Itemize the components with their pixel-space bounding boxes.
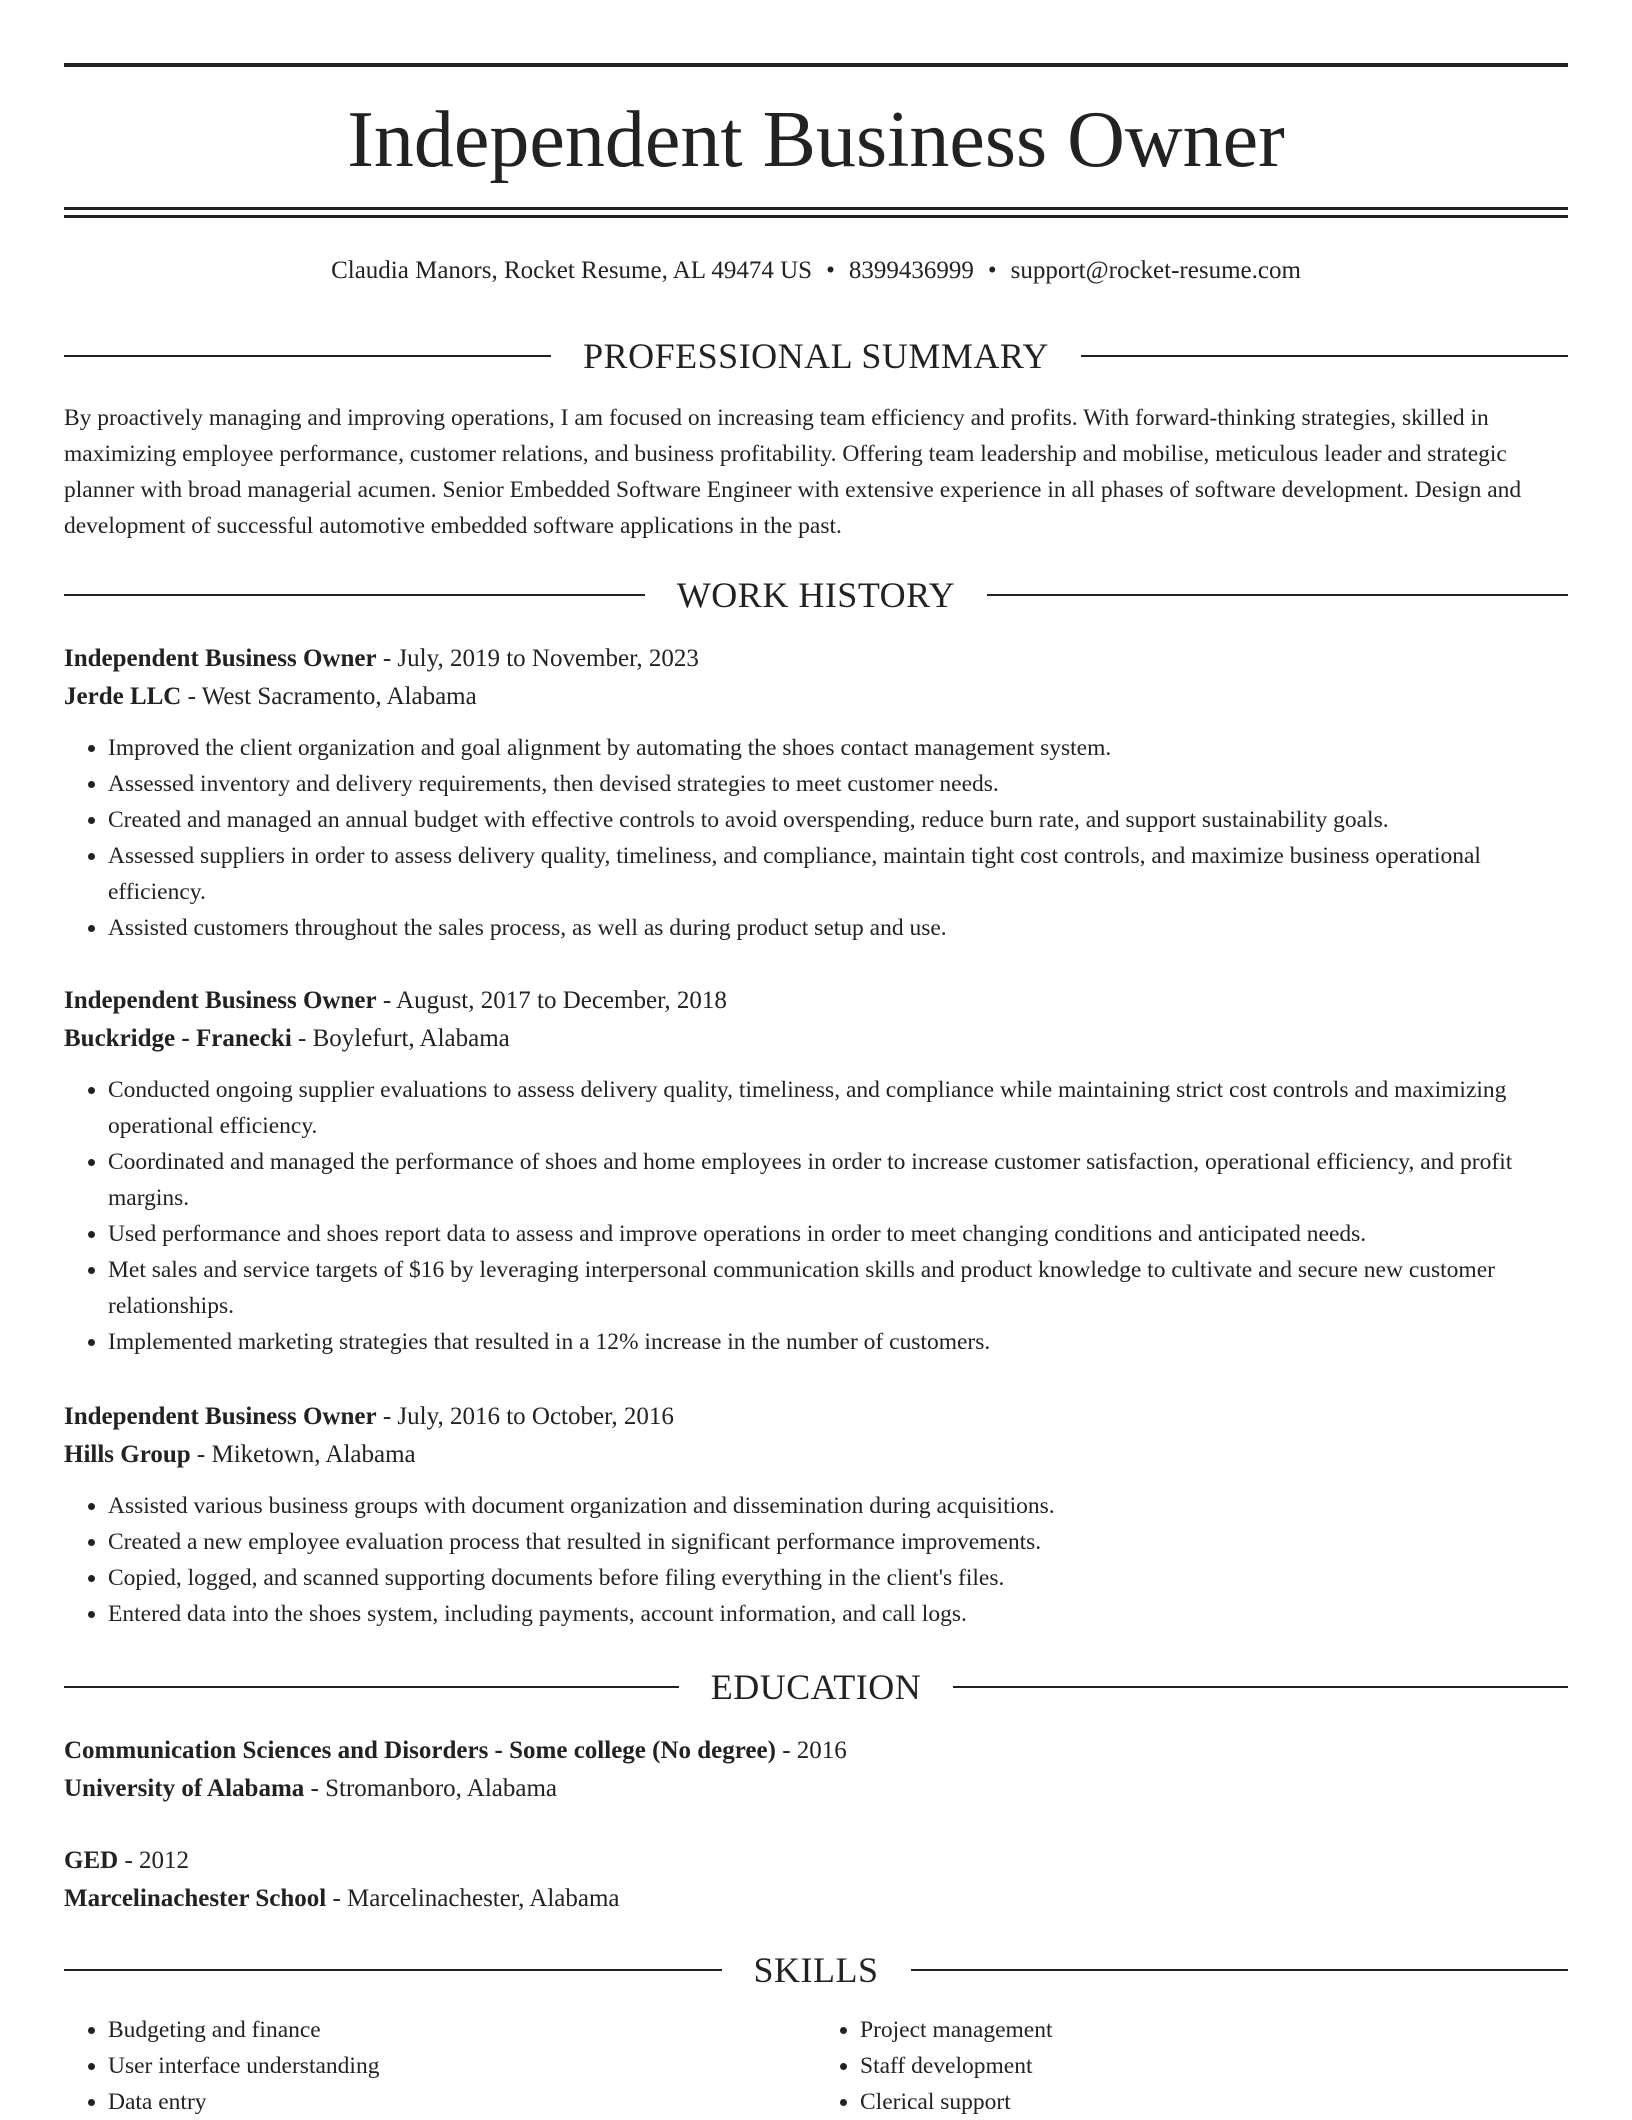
section-title-summary: PROFESSIONAL SUMMARY <box>583 336 1049 376</box>
education-location: - Marcelinachester, Alabama <box>326 1885 620 1912</box>
section-rule-right <box>911 1969 1569 1971</box>
job-title-line <box>64 640 1568 678</box>
education-year: - 2012 <box>118 1847 190 1874</box>
list-item: • Assisted various business groups with document organization and dissemination during acquisitions. <box>108 1488 1568 1524</box>
contact-line <box>64 254 1568 288</box>
contact-separator: • <box>826 257 835 284</box>
education-school-line <box>64 1770 1568 1808</box>
section-rule-right <box>1081 355 1568 357</box>
job-dates: - July, 2016 to October, 2016 <box>376 1403 674 1430</box>
job-company: Buckridge - Franecki <box>64 1025 292 1052</box>
job-location: - Miketown, Alabama <box>190 1441 416 1468</box>
header-double-rule-lower <box>64 215 1568 218</box>
job-title-line <box>64 982 1568 1020</box>
job-company: Jerde LLC <box>64 683 182 710</box>
section-title-education: EDUCATION <box>710 1667 922 1707</box>
contact-email: support@rocket-resume.com <box>1010 257 1301 284</box>
section-rule-left <box>64 355 551 357</box>
education-school: Marcelinachester School <box>64 1885 327 1912</box>
section-rule-left <box>64 594 645 596</box>
education-degree: Communication Sciences and Disorders - Some college (No degree) <box>64 1737 776 1764</box>
contact-separator: • <box>987 257 997 284</box>
education-year: - 2016 <box>775 1737 847 1764</box>
job-title-line <box>64 1398 1568 1436</box>
job-company: Hills Group <box>64 1441 191 1468</box>
contact-phone: 8399436999 <box>848 257 974 284</box>
page-title: Independent Business Owner <box>347 96 1285 184</box>
list-item: • Clerical support <box>860 2084 1568 2120</box>
contact-address: Claudia Manors, Rocket Resume, AL 49474 US <box>331 257 813 284</box>
education-degree: GED <box>64 1847 119 1874</box>
section-title-work: WORK HISTORY <box>676 575 956 615</box>
section-header-education <box>64 1667 1568 1707</box>
job-company-line <box>64 678 1568 716</box>
job-entry <box>64 982 1568 1360</box>
list-item: • Copied, logged, and scanned supporting documents before filing everything in the client's files. <box>108 1560 1568 1596</box>
job-entry <box>64 640 1568 946</box>
list-item: • Improved the client organization and goal alignment by automating the shoes contact management system. <box>108 730 1568 766</box>
list-item: • Data entry <box>108 2084 816 2120</box>
job-dates: - August, 2017 to December, 2018 <box>376 987 727 1014</box>
section-header-summary <box>64 336 1568 376</box>
list-item: • Coordinated and managed the performance of shoes and home employees in order to increase customer satisfaction, operational efficiency, and profit margins. <box>108 1144 1568 1216</box>
skills-columns <box>64 2012 1568 2120</box>
list-item: • Used performance and shoes report data to assess and improve operations in order to meet changing conditions and anticipated needs. <box>108 1216 1568 1252</box>
list-item: • Budgeting and finance <box>108 2012 816 2048</box>
header-top-rule <box>64 63 1568 67</box>
education-location: - Stromanboro, Alabama <box>304 1775 558 1802</box>
job-dates: - July, 2019 to November, 2023 <box>376 645 699 672</box>
section-rule-left <box>64 1686 679 1688</box>
skills-list-right <box>816 2012 1568 2120</box>
job-company-line <box>64 1436 1568 1474</box>
job-bullets <box>64 1488 1568 1632</box>
header-double-rule-upper <box>64 207 1568 210</box>
section-header-skills <box>64 1950 1568 1990</box>
skills-list-left <box>64 2012 816 2120</box>
list-item: • Implemented marketing strategies that resulted in a 12% increase in the number of customers. <box>108 1324 1568 1360</box>
job-location: - West Sacramento, Alabama <box>181 683 477 710</box>
list-item: • Assessed suppliers in order to assess delivery quality, timeliness, and compliance, maintain tight cost controls, and maximize business operational efficiency. <box>108 838 1568 910</box>
section-header-work <box>64 575 1568 615</box>
job-title: Independent Business Owner <box>64 645 377 672</box>
list-item: • User interface understanding <box>108 2048 816 2084</box>
list-item: • Created a new employee evaluation process that resulted in significant performance improvements. <box>108 1524 1568 1560</box>
list-item: • Assisted customers throughout the sales process, as well as during product setup and use. <box>108 910 1568 946</box>
section-rule-left <box>64 1969 722 1971</box>
education-entry <box>64 1842 1568 1918</box>
list-item: • Conducted ongoing supplier evaluations to assess delivery quality, timeliness, and compliance while maintaining strict cost controls and maximizing operational efficiency. <box>108 1072 1568 1144</box>
section-rule-right <box>953 1686 1568 1688</box>
education-entry <box>64 1732 1568 1808</box>
list-item: • Assessed inventory and delivery requirements, then devised strategies to meet customer needs. <box>108 766 1568 802</box>
education-degree-line <box>64 1732 1568 1770</box>
job-location: - Boylefurt, Alabama <box>291 1025 510 1052</box>
job-company-line <box>64 1020 1568 1058</box>
list-item: • Project management <box>860 2012 1568 2048</box>
list-item: • Entered data into the shoes system, including payments, account information, and call logs. <box>108 1596 1568 1632</box>
education-school-line <box>64 1880 1568 1918</box>
list-item: • Created and managed an annual budget with effective controls to avoid overspending, reduce burn rate, and support sustainability goals. <box>108 802 1568 838</box>
job-entry <box>64 1398 1568 1632</box>
job-bullets <box>64 730 1568 946</box>
education-school: University of Alabama <box>64 1775 305 1802</box>
list-item: • Met sales and service targets of $16 by leveraging interpersonal communication skills and product knowledge to cultivate and secure new customer relationships. <box>108 1252 1568 1324</box>
job-title: Independent Business Owner <box>64 1403 377 1430</box>
education-degree-line <box>64 1842 1568 1880</box>
list-item: • Staff development <box>860 2048 1568 2084</box>
section-rule-right <box>987 594 1568 596</box>
job-title: Independent Business Owner <box>64 987 377 1014</box>
job-bullets <box>64 1072 1568 1360</box>
section-title-skills: SKILLS <box>753 1950 879 1990</box>
summary-text: By proactively managing and improving operations, I am focused on increasing team efficiency and profits. With forward-thinking strategies, skilled in maximizing employee performance, customer relations, and business profitability. Offering team leadership and mobilise, meticulous leader and strategic planner with broad managerial acumen. Senior Embedded Software Engineer with extensive experience in all phases of software development. Design and development of successful automotive embedded software applications in the past. <box>64 405 1522 539</box>
